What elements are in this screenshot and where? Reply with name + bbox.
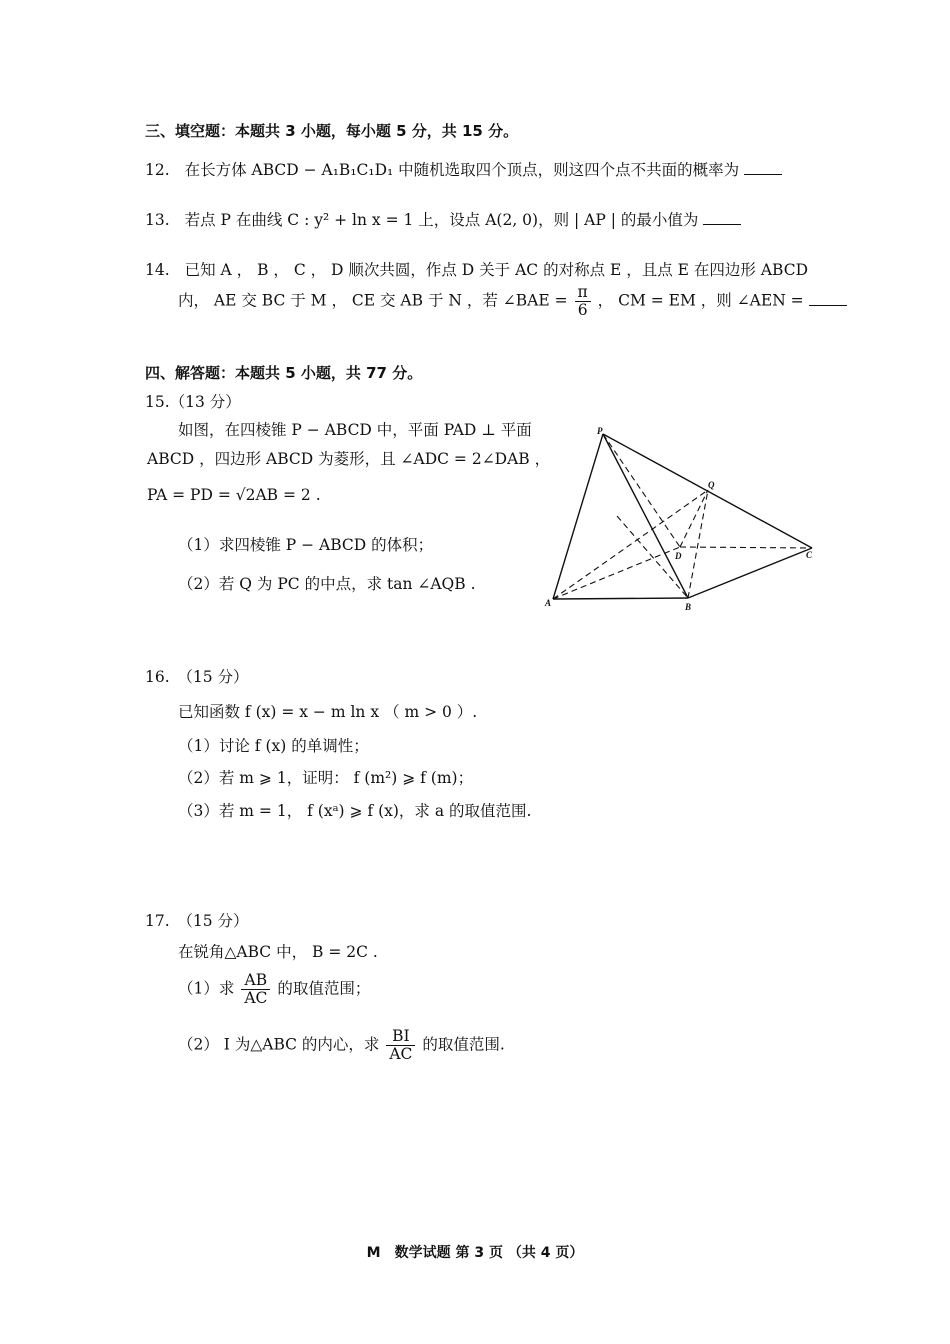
part2-suffix: 的取值范围. xyxy=(422,1035,505,1054)
question-text-line2a: 内， AE 交 BC 于 M ， CE 交 AB 于 N ，若 ∠BAE = xyxy=(178,291,568,310)
fraction-numerator: BI xyxy=(386,1028,415,1046)
label-a: A xyxy=(545,598,552,608)
answer-blank xyxy=(744,160,782,175)
question-16-part1: （1）讨论 f (x) 的单调性； xyxy=(178,737,369,755)
question-text-line2b: ， CM = EM ，则 ∠AEN = xyxy=(597,291,804,310)
label-d: D xyxy=(675,551,682,561)
fraction-numerator: AB xyxy=(241,972,270,990)
label-c: C xyxy=(806,550,813,560)
pyramid-figure xyxy=(540,420,830,620)
question-14 xyxy=(145,258,808,280)
segment-dq xyxy=(680,490,708,547)
question-16-part2: （2）若 m ⩾ 1，证明： f (m²) ⩾ f (m)； xyxy=(178,769,474,787)
question-15-part2: （2）若 Q 为 PC 的中点，求 tan ∠AQB . xyxy=(178,575,476,593)
fraction-ab-over-ac xyxy=(241,972,270,1007)
label-b: B xyxy=(685,602,692,612)
question-15-part1: （1）求四棱锥 P − ABCD 的体积； xyxy=(178,536,434,554)
fraction-denominator: AC xyxy=(244,989,268,1008)
edge-ab xyxy=(553,598,688,599)
edge-bc xyxy=(688,548,812,598)
question-number: 12. xyxy=(145,161,170,179)
segment-aq xyxy=(553,490,708,599)
question-15-line3: PA = PD = √2AB = 2 . xyxy=(147,486,321,504)
question-15-line2: ABCD ，四边形 ABCD 为菱形，且 ∠ADC = 2∠DAB ， xyxy=(147,450,551,468)
question-text-line1: 已知 A ， B ， C ， D 顺次共圆，作点 D 关于 AC 的对称点 E ，且点 E 在四边形 ABCD xyxy=(184,261,808,279)
question-13 xyxy=(145,208,741,230)
question-15-header: 15.（13 分） xyxy=(145,393,241,411)
label-q: Q xyxy=(708,480,715,490)
question-14-line2 xyxy=(178,284,847,319)
section-3-heading: 三、填空题：本题共 3 小题，每小题 5 分，共 15 分。 xyxy=(145,122,519,140)
edge-pd xyxy=(603,434,680,547)
edge-ad xyxy=(553,547,680,599)
part1-suffix: 的取值范围； xyxy=(277,979,371,998)
fraction-pi-over-6 xyxy=(575,284,591,319)
question-17-part1 xyxy=(178,972,370,1007)
question-17-part2 xyxy=(178,1028,505,1063)
section-4-heading: 四、解答题：本题共 5 小题，共 77 分。 xyxy=(145,364,423,382)
fraction-bi-over-ac xyxy=(386,1028,415,1063)
question-number: 14. xyxy=(145,261,170,279)
label-p: P xyxy=(597,426,603,436)
question-text: 在长方体 ABCD − A₁B₁C₁D₁ 中随机选取四个顶点，则这四个点不共面的概率为 xyxy=(184,161,740,179)
edge-pb xyxy=(603,434,688,598)
edge-pa xyxy=(553,434,603,599)
page-footer: M 数学试题 第 3 页 （共 4 页） xyxy=(366,1245,584,1261)
question-16-line1: 已知函数 f (x) = x − m ln x （ m > 0 ）. xyxy=(178,703,478,721)
question-16-part3: （3）若 m = 1， f (xᵃ) ⩾ f (x)，求 a 的取值范围. xyxy=(178,802,532,820)
question-17-header: 17. （15 分） xyxy=(145,912,249,930)
answer-blank xyxy=(809,291,847,306)
segment-bq xyxy=(688,490,708,598)
answer-blank xyxy=(703,210,741,225)
question-12 xyxy=(145,158,782,180)
fraction-numerator: π xyxy=(575,284,591,302)
part1-prefix: （1）求 xyxy=(178,979,235,998)
question-15-line1: 如图，在四棱锥 P − ABCD 中，平面 PAD ⊥ 平面 xyxy=(178,421,532,439)
part2-prefix: （2） I 为△ABC 的内心，求 xyxy=(178,1035,380,1054)
question-number: 13. xyxy=(145,211,170,229)
question-17-line1: 在锐角△ABC 中， B = 2C . xyxy=(178,943,378,961)
edge-dc xyxy=(680,547,812,548)
question-16-header: 16. （15 分） xyxy=(145,668,249,686)
fraction-denominator: 6 xyxy=(577,301,588,320)
fraction-denominator: AC xyxy=(389,1045,413,1064)
question-text: 若点 P 在曲线 C : y² + ln x = 1 上，设点 A(2, 0)，则 | AP | 的最小值为 xyxy=(184,211,699,229)
